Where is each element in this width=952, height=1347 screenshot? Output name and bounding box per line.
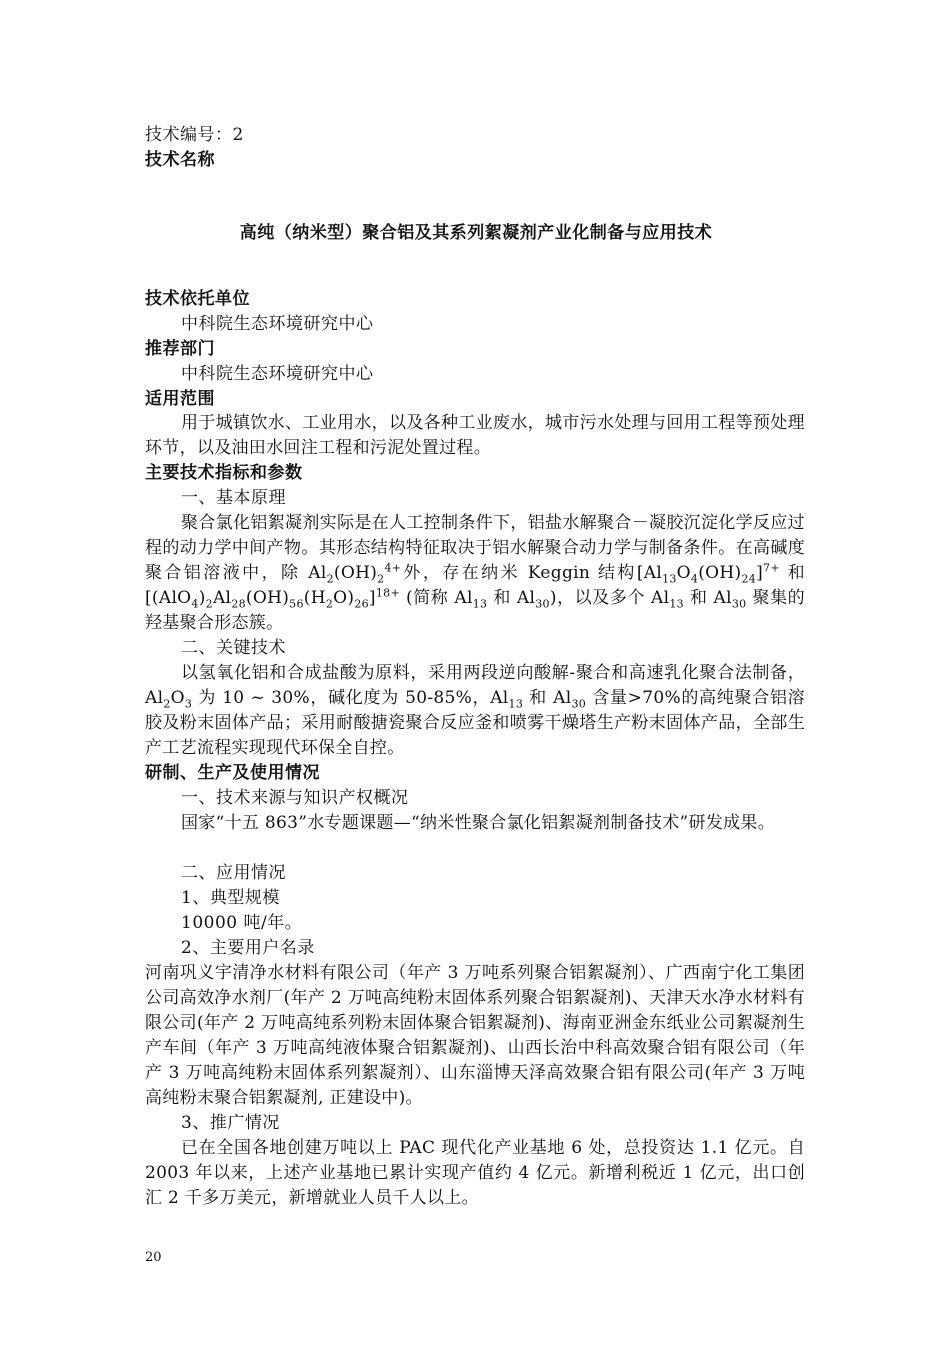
unit-label: 技术依托单位 [145, 289, 250, 309]
dept-value: 中科院生态环境研究中心 [181, 364, 374, 384]
unit-value: 中科院生态环境研究中心 [181, 314, 374, 334]
promotion-text: 已在全国各地创建万吨以上 PAC 现代化产业基地 6 处，总投资达 1.1 亿元。自 2003 年以来，上述产业基地已累计实现产值约 4 亿元。新增利税近 1 亿元，出口创汇 2 千多万美元，新增就业人员千人以上。 [145, 1138, 806, 1208]
tech-number: 技术编号：2 [145, 125, 244, 145]
principle-title: 一、基本原理 [181, 488, 286, 508]
key-tech-title: 二、关键技术 [181, 638, 286, 658]
page-number: 20 [145, 1250, 162, 1265]
promotion-title: 3、推广情况 [181, 1113, 280, 1133]
key-tech-text: 以氢氧化铝和合成盐酸为原料，采用两段逆向酸解-聚合和高速乳化聚合法制备，$Al_2O_3$ 为 10 ~ 30%，碱化度为 50-85%，$Al_{13}$ 和 $Al_{30}$ 含量>70%的高纯聚合铝溶胶及粉末固体产品；采用耐酸搪瓷聚合反应釜和喷雾干燥塔生产粉末固体产品，全部生产工艺流程实现现代环保全自控。 [145, 663, 805, 758]
dept-label: 推荐部门 [145, 339, 215, 359]
scope-label: 适用范围 [145, 389, 215, 409]
source-title: 一、技术来源与知识产权概况 [181, 788, 409, 808]
users-title: 2、主要用户名录 [181, 938, 315, 958]
application-title: 二、应用情况 [181, 863, 286, 883]
users-text: 河南巩义宇清净水材料有限公司（年产 3 万吨系列聚合铝絮凝剂）、广西南宁化工集团公司高效净水剂厂(年产 2 万吨高纯粉末固体系列聚合铝絮凝剂)、天津天水净水材料有限公司(年产 2 万吨高纯系列粉末固体聚合铝絮凝剂)、海南亚洲金东纸业公司絮凝剂生产车间（年产 3 万吨高纯液体聚合铝絮凝剂)、山西长治中科高效聚合铝有限公司（年产 3 万吨高纯粉末固体系列絮凝剂）、山东淄博天泽高效聚合铝有限公司(年产 3 万吨高纯粉末聚合铝絮凝剂, 正建设中)。 [145, 963, 805, 1108]
scope-text: 用于城镇饮水、工业用水，以及各种工业废水，城市污水处理与回用工程等预处理环节，以及油田水回注工程和污泥处置过程。 [145, 413, 805, 458]
scale-value: 10000 吨/年。 [181, 913, 303, 933]
params-label: 主要技术指标和参数 [145, 463, 303, 483]
document-title: 高纯（纳米型）聚合铝及其系列絮凝剂产业化制备与应用技术 [239, 223, 713, 243]
tech-name-label: 技术名称 [145, 150, 215, 170]
scale-title: 1、典型规模 [181, 888, 280, 908]
source-text: 国家“十五 863”水专题课题—“纳米性聚合氯化铝絮凝剂制备技术”研发成果。 [181, 813, 776, 833]
principle-text: 聚合氯化铝絮凝剂实际是在人工控制条件下，铝盐水解聚合－凝胶沉淀化学反应过程的动力学中间产物。其形态结构特征取决于铝水解聚合动力学与制备条件。在高碱度聚合铝溶液中，除 $Al_2(OH)_2^{4+}$外，存在纳米 Keggin 结构$[Al_{13}O_4(OH)_{24}]^{7+}$ 和$[(AlO_4)_2Al_{28}(OH)_{56}(H_2O)_{26}]^{18+}$ (简称 $Al_{13}$ 和 $Al_{30}$)，以及多个 $Al_{13}$ 和 $Al_{30}$ 聚集的羟基聚合形态簇。 [145, 513, 805, 633]
dev-label: 研制、生产及使用情况 [145, 763, 320, 783]
